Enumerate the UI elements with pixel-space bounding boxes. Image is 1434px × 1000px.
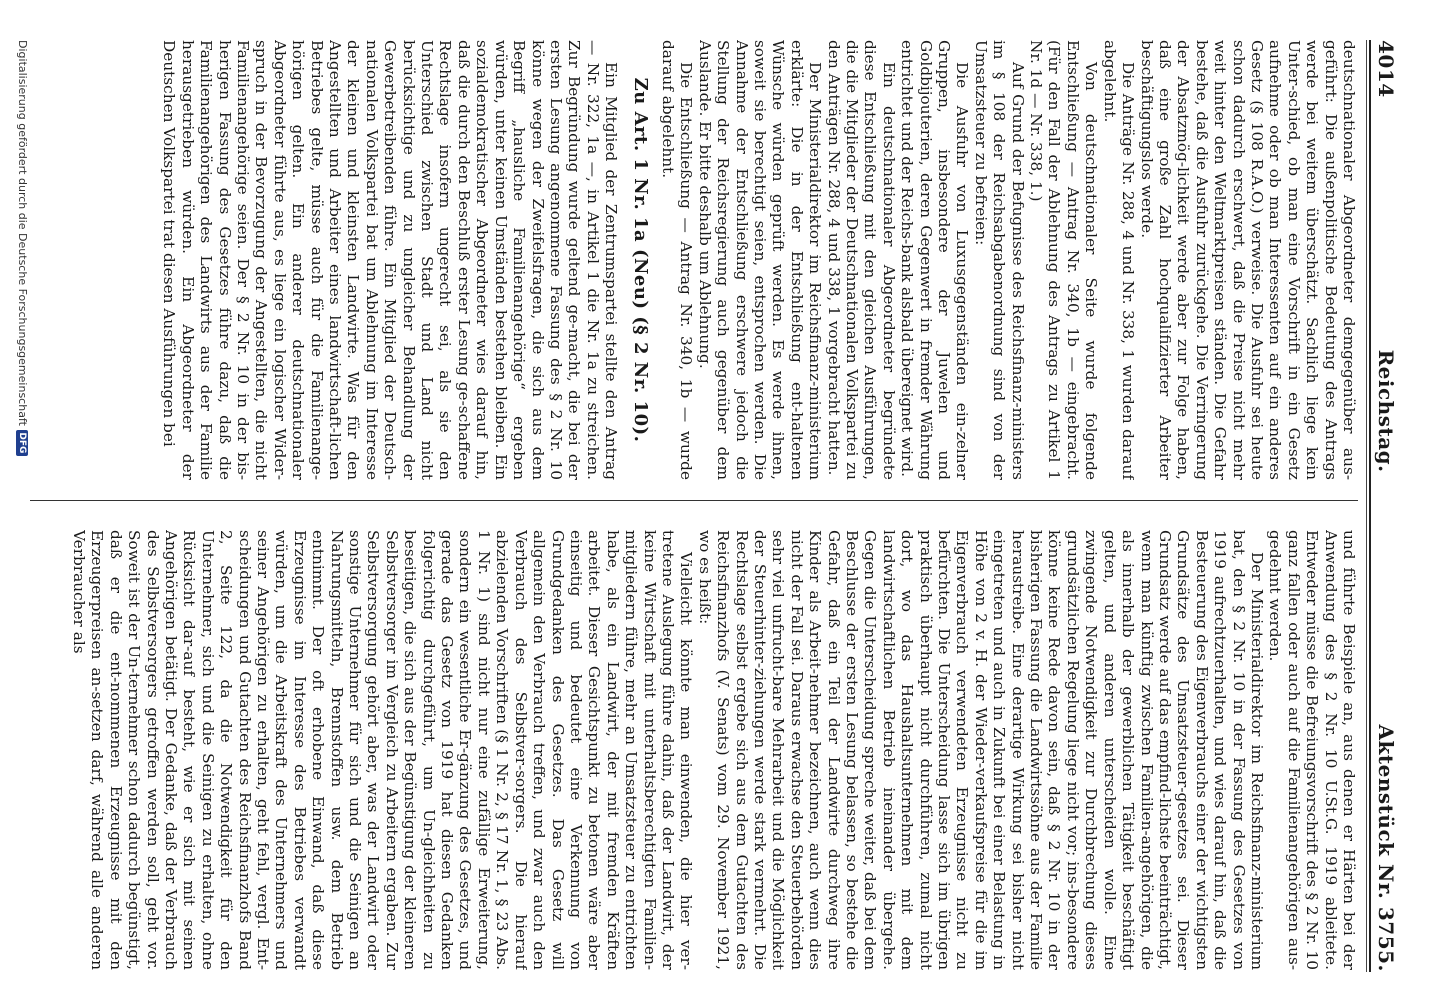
paragraph: Vielleicht könnte man einwenden, die hier ver-tretene Auslegung führe dahin, daß der Landwirt, der keine Wirtschaft mit unterhaltsberechtigten Familien-mitgliedern führe, mehr an Umsatzsteuer zu entrichten habe, als ein Landwirt, der mit fremden Kräften arbeitet. Dieser Gesichtspunkt zu betonen wäre aber einseitig und bedeutet eine Verkennung von Grundgedanken des Gesetzes. Das Gesetz will allgemein den Verbrauch treffen, und zwar auch den Verbrauch des Selbstver-sorgers. Die hierauf abzielenden Vorschriften (§ 1 Nr. 2, § 17 Nr. 1, § 23 Abs. 1 Nr. 1) sind nicht nur eine zufällige Erweiterung, sondern ein wesentliche Er-gänzung des Gesetzes, und gerade das Gesetz von 1919 hat diesen Gedanken folgerichtig durchgeführt, um Un-gleichheiten zu beseitigen, die sich aus der Begünstigung der kleineren Selbstversorger im Vergleich zu Arbeitern ergaben. Zur Selbstversorgung gehört aber, was der Landwirt oder sonstige Unternehmer für sich und die Seinigen an Nahrungsmitteln, Brennstoffen usw. dem Betrieb entnimmt. Der oft erhobene Einwand, daß diese Erzeugnisse im Interesse des Betriebes verwandt würden, um die Arbeitskraft des Unternehmers und seiner Angehörigen zu erhalten, geht fehl, vergl. Ent-scheidungen und Gutachten des Reichsfinanzhofs Band 2, Seite 122, da die Notwendigkeit für den Unternehmer, sich und die Seinigen zu erhalten, ohne Rücksicht dar-auf besteht, wie er sich mit seinen Angehörigen betätigt. Der Gedanke, daß der Verbrauch des Selbstversorgers getroffen werden soll, geht vor. Soweit ist der Un-ternehmer schon dadurch begünstigt, daß er die ent-nommenen Erzeugnisse mit den Erzeugerpreisen an-setzen darf, während alle anderen Verbraucher als: [69, 530, 696, 970]
credit-text: Digitalisierung gefördert durch die Deutsche Forschungsgemeinschaft: [16, 40, 29, 426]
header-rule: [1369, 40, 1371, 972]
page-number: 4014: [1374, 40, 1398, 98]
paragraph: Ein Mitglied der Zentrumspartei stellte den Antrag — Nr. 322, 1a —, in Artikel 1 die Nr. 1a zu streichen. Zur Begründung wurde geltend ge-macht, die bei der ersten Lesung angenommene Fassung des § 2 Nr. 10 könne wegen der Zweifelsfragen, die sich aus dem Begriff „hausliche Familienangehörige“ ergeben würden, unter keinen Umständen bestehen bleiben. Ein sozialdemokratischer Abgeordneter wies darauf hin, daß die durch den Beschluß erster Lesung ge-schaffene Rechtslage insofern ungerecht sei, als sie den Unterschied zwischen Stadt und Land nicht berücksichtige und zu ungleicher Behandlung der Gewerbetreibenden führe. Ein Mitglied der Deutsch-nationalen Volkspartei bat um Ablehnung im Interesse der kleinen und kleinsten Landwirte. Was für den Angestellten und Arbeiter eines landwirtschaft-lichen Betriebes gelte, müsse auch für die Familienange-hörigen gelten. Ein anderer deutschnationaler Abgeordneter führte aus, es liege ein logischer Wider-spruch in der Bevorzugung der Angestellten, die nicht Familienangehörige seien. Der § 2 Nr. 10 in der bis-herigen Fassung des Gesetzes führe dazu, daß die Familienangehörigen des Landwirts aus der Familie herausgetrieben würden. Ein Abgeordneter der Deutschen Volkspartei trat diesen Ausführungen bei: [160, 40, 621, 480]
paragraph: Der Ministerialdirektor im Reichsfinanz-ministerium bat, den § 2 Nr. 10 in der Fassung des Gesetzes von 1919 aufrechtzuerhalten, und wies darauf hin, daß die Besteuerung des Eigenverbrauchs einer der wichtigsten Grundsätze des Umsatzsteuer-gesetzes sei. Dieser Grundsatz werde auf das empfind-lichste beeinträchtigt, wenn man künftig zwischen Familien-angehörigen, die als innerhalb der gewerblichen Tätigkeit beschäftigt gelten, und anderen unterscheiden wolle. Eine zwingende Notwendigkeit zur Durchbrechung dieses grundsätzlichen Regelung liege nicht vor; ins-besondere könne keine Rede davon sein, daß § 2 Nr. 10 in der bisherigen Fassung die Landwirtssöhne aus der Familie heraustreibe. Eine derartige Wirkung sei bisher nicht eingetreten und auch in Zukunft bei einer Belastung in Höhe von 2 v. H. der Wieder-verkaufspreise für die im Eigenverbrauch verwendeten Erzeugnisse nicht zu befürchten. Die Unterscheidung lasse sich im übrigen praktisch überhaupt nicht durchführen, zumal nicht dort, wo das Haushaltsunternehmen mit dem landwirtschaftlichen Betrieb ineinander übergehe. Gegen die Unterscheidung spreche weiter, daß bei dem Beschlusse der ersten Lesung belassen, so bestehe die Gefahr, daß ein Teil der Landwirte durchweg ihre Kinder als Arbeit-nehmer bezeichnen, auch wenn dies nicht der Fall sei. Daraus erwachse den Steuerbehörden sehr viel unfrucht-bare Mehrarbeit und die Möglichkeit der Steuerhinter-ziehungen werde stark vermehrt. Die Rechtslage selbst ergebe sich aus dem Gutachten des Reichsfinanzhofs (V. Senats) vom 29. November 1921, wo es heißt:: [695, 530, 1266, 970]
text-column-right: [30, 530, 1358, 970]
page-header: [1374, 40, 1414, 972]
paragraph: Die Ausfuhr von Luxusgegenständen ein-zelner Gruppen, insbesondere der Juwelen und Goldbijouterien, deren Gegenwert in fremder Währung entrichtet und der Reichs-bank alsbald übereignet wird.: [898, 40, 972, 480]
paragraph: und führte Beispiele an, aus denen er Härten bei der Anwendung des § 2 Nr. 10 U.St.G. 1919 ableitete. Entweder müsse die Befreiungsvorschrift des § 2 Nr. 10 ganz fallen oder auch auf die Familienangehörigen aus-gedehnt werden.: [1266, 530, 1358, 970]
digitization-credit: [16, 40, 29, 456]
paragraph: Die Anträge Nr. 288, 4 und Nr. 338, 1 wurden darauf abgelehnt.: [1100, 40, 1138, 480]
column-divider: [30, 500, 1358, 501]
dfg-logo-icon: DFG: [17, 430, 29, 456]
paragraph: Von deutschnationaler Seite wurde folgende Entschließung — Antrag Nr. 340, 1b — eingebracht. (Für den Fall der Ablehnung des Antrags zu Artikel 1 Nr. 1d — Nr. 338, 1.): [1027, 40, 1101, 480]
section-heading: Zu Art. 1 Nr. 1a (Neu) (§ 2 Nr. 10).: [629, 77, 651, 443]
paragraph: Auf Grund der Befugnisse des Reichsfinanz-ministers im § 108 der Reichsabgabenordnung sind von der Umsatzsteuer zu befreien:: [971, 40, 1027, 480]
paragraph: Der Ministerialdirektor im Reichsfinanz-ministerium erklärte: Die in der Entschließung ent-haltenen Wünsche würden geprüft werden. Es werde ihnen, soweit sie berechtigt seien, entsprochen werden. Die Annahme der Entschließung erschwere jedoch die Stellung der Reichsregierung auch gegenüber dem Auslande. Er bitte deshalb um Ablehnung.: [695, 40, 825, 480]
running-title: Reichstag.: [1374, 349, 1398, 473]
text-column-left: [30, 40, 1358, 480]
document-number: Aktenstück Nr. 3755.: [1374, 724, 1398, 972]
paragraph: Ein deutschnationaler Abgeordneter begründete diese Entschließung mit den gleichen Ausführungen, die die Mitglieder der Deutschnationalen Volkspartei zu den Anträgen Nr. 288, 4 und 338, 1 vorgebracht hatten.: [824, 40, 898, 480]
paragraph: Die Entschließung — Antrag Nr. 340, 1b — wurde darauf abgelehnt.: [658, 40, 696, 480]
header-rule-thin: [1366, 40, 1367, 972]
paragraph: deutschnationaler Abgeordneter demgegenüber aus-geführt: Die außenpolitische Bedeutung des Antrags werde bei weitem überschätzt. Sachlich liege kein Unter-schied, ob man eine Vorschrift in ein Gesetz aufnehme oder ob man Interessenten auf ein anderes Gesetz (§ 108 R.A.O.) verweise. Die Ausfuhr sei heute schon dadurch erschwert, daß die Preise nicht mehr weit hinter den Weltmarktpreisen ständen. Die Gefahr bestehe, daß die Ausfuhr zurückgehe. Die Verringerung der Absatzmög-lichkeit werde aber zur Folge haben, daß eine große Zahl hochqualifizierter Arbeiter beschäftigungslos werde.: [1137, 40, 1358, 480]
